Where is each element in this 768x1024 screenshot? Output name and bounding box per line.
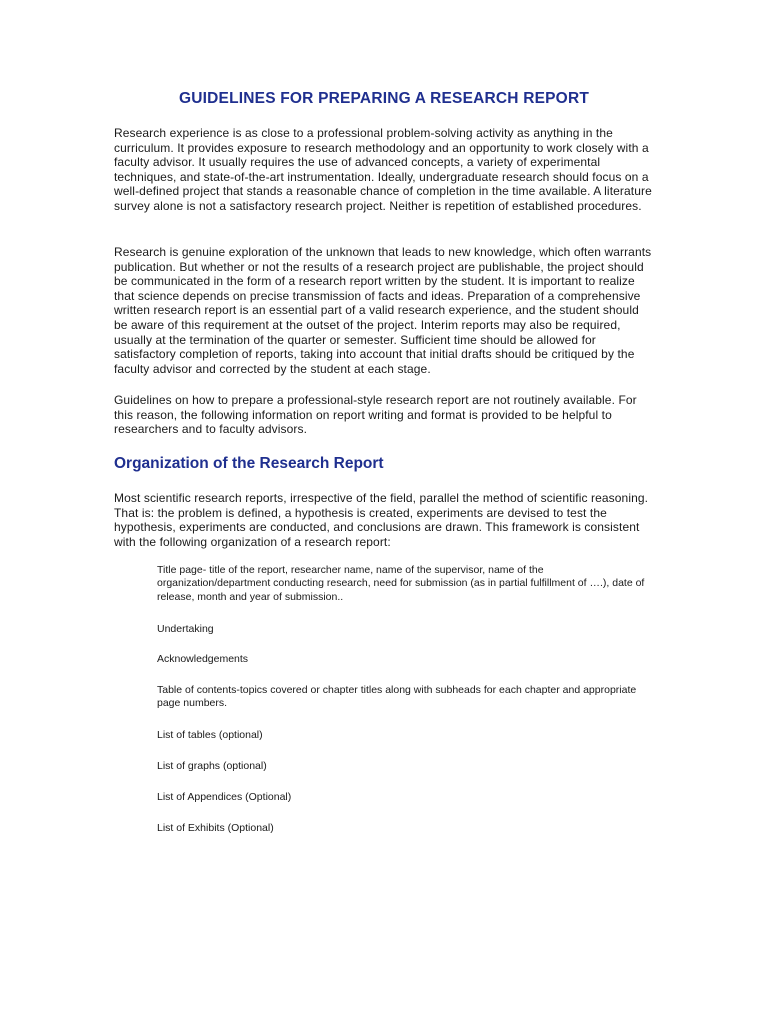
paragraph-organization-intro: Most scientific research reports, irrespective of the field, parallel the method of scientific reasoning. That is: the problem is defined, a hypothesis is created, experiments are devised to test the hypothesis, experiments are conducted, and conclusions are drawn. This framework is consistent with the following organization of a research report: — [114, 491, 649, 549]
organization-list — [157, 564, 657, 836]
paragraph-guidelines-availability: Guidelines on how to prepare a professional-style research report are not routinely available. For this reason, the following information on report writing and format is provided to be helpful to researchers and to faculty advisors. — [114, 393, 637, 437]
list-item-list-of-tables: List of tables (optional) — [157, 729, 263, 741]
list-item-acknowledgements: Acknowledgements — [157, 653, 249, 665]
paragraph-genuine-exploration: Research is genuine exploration of the unknown that leads to new knowledge, which often warrants publication. But whether or not the results of a research project are publishable, the project should be communicated in the form of a research report written by the student. It is important to realize that science depends on precise transmission of facts and ideas. Preparation of a comprehensive written research report is an essential part of a valid research experience, and the student should be aware of this requirement at the outset of the project. Interim reports may also be required, usually at the termination of the quarter or semester. Sufficient time should be allowed for satisfactory completion of reports, taking into account that initial drafts should be critiqued by the faculty advisor and corrected by the student at each stage. — [114, 245, 652, 376]
list-item-table-of-contents: Table of contents-topics covered or chapter titles along with subheads for each chapter and appropriate page numbers. — [157, 684, 637, 710]
section-heading-organization: Organization of the Research Report — [114, 455, 384, 472]
paragraph-research-experience: Research experience is as close to a professional problem-solving activity as anything in the curriculum. It provides exposure to research methodology and an opportunity to work closely with a faculty advisor. It usually requires the use of advanced concepts, a variety of experimental techniques, and state-of-the-art instrumentation. Ideally, undergraduate research should focus on a well-defined project that stands a reasonable chance of completion in the time available. A literature survey alone is not a satisfactory research project. Neither is repetition of established procedures. — [114, 126, 652, 213]
document-title: GUIDELINES FOR PREPARING A RESEARCH REPORT — [179, 90, 589, 107]
list-item-undertaking: Undertaking — [157, 623, 214, 635]
list-item-list-of-graphs: List of graphs (optional) — [157, 760, 267, 772]
list-item-list-of-exhibits: List of Exhibits (Optional) — [157, 822, 274, 834]
list-item-title-page: Title page- title of the report, researcher name, name of the supervisor, name of the organization/department conducting research, need for submission (as in partial fulfillment of ….), date of release, month and year of submission.. — [157, 564, 645, 603]
list-item-list-of-appendices: List of Appendices (Optional) — [157, 791, 292, 803]
